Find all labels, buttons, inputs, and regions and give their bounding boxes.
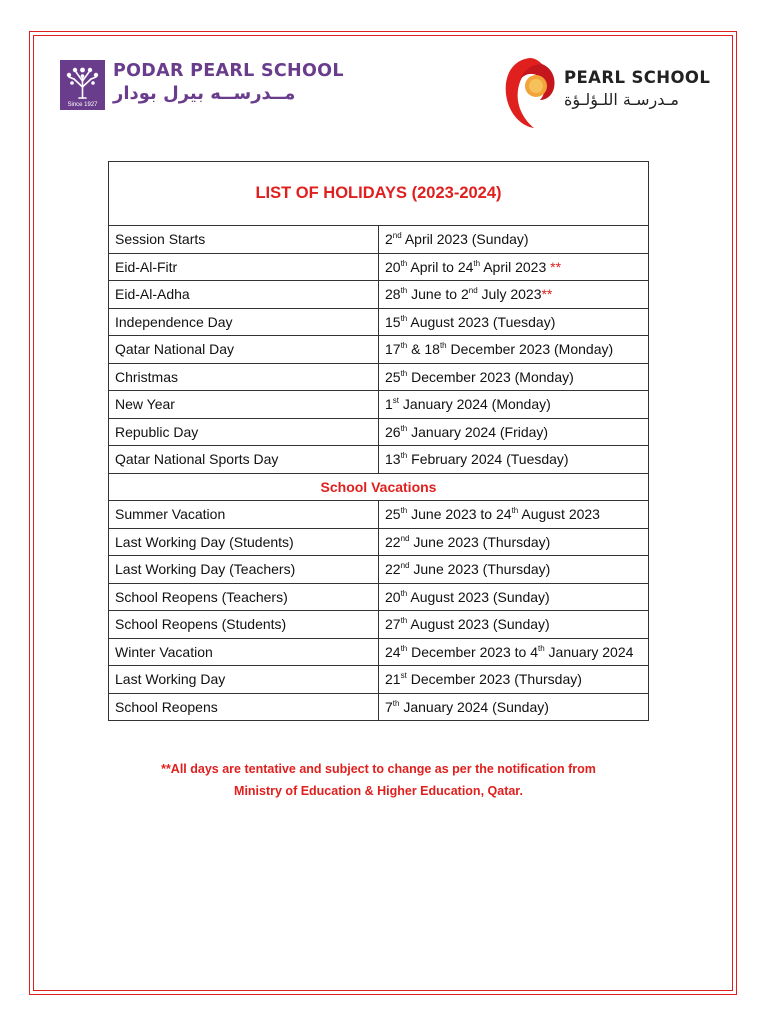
section-row xyxy=(109,473,649,501)
ordinal-suffix: th xyxy=(400,368,408,378)
school-vacations-heading: School Vacations xyxy=(109,473,649,501)
ordinal-suffix: th xyxy=(400,643,408,653)
date-text: April 2023 xyxy=(480,258,551,275)
title-row xyxy=(109,162,649,226)
event-name-cell: New Year xyxy=(109,391,379,419)
table-row xyxy=(109,418,649,446)
table-title: LIST OF HOLIDAYS (2023-2024) xyxy=(109,162,649,226)
event-date-cell xyxy=(379,363,649,391)
date-text: January 2024 (Friday) xyxy=(407,423,549,440)
date-text: January 2024 (Monday) xyxy=(399,396,551,413)
event-name-cell: School Reopens (Students) xyxy=(109,611,379,639)
event-date-cell xyxy=(379,418,649,446)
event-date-cell xyxy=(379,226,649,254)
event-date-cell xyxy=(379,308,649,336)
ordinal-suffix: nd xyxy=(400,561,410,571)
event-date-cell xyxy=(379,638,649,666)
ordinal-suffix: nd xyxy=(400,533,410,543)
table-row xyxy=(109,583,649,611)
table-row xyxy=(109,281,649,309)
tree-emblem-icon xyxy=(60,60,105,110)
event-date-cell xyxy=(379,556,649,584)
event-date-cell xyxy=(379,501,649,529)
date-text: 20 xyxy=(385,588,401,605)
tentative-marker: ** xyxy=(541,286,553,303)
event-date-cell xyxy=(379,336,649,364)
event-name-cell: Eid-Al-Adha xyxy=(109,281,379,309)
date-text: 24 xyxy=(385,643,401,660)
date-text: June to 2 xyxy=(407,286,469,303)
note-line-2: Ministry of Education & Higher Education, Qatar. xyxy=(234,784,523,798)
date-text: April 2023 (Sunday) xyxy=(401,231,529,248)
table-row xyxy=(109,693,649,721)
event-date-cell xyxy=(379,391,649,419)
podar-school-name-en: PODAR PEARL SCHOOL xyxy=(113,61,344,81)
date-text: August 2023 (Sunday) xyxy=(407,616,550,633)
pearl-school-name-en: PEARL SCHOOL xyxy=(564,67,711,87)
date-text: 17 xyxy=(385,341,401,358)
event-name-cell: Independence Day xyxy=(109,308,379,336)
date-text: 2 xyxy=(385,231,393,248)
event-date-cell xyxy=(379,583,649,611)
ordinal-suffix: st xyxy=(392,396,400,406)
event-date-cell xyxy=(379,666,649,694)
date-text: 15 xyxy=(385,313,401,330)
date-text: April to 24 xyxy=(407,258,474,275)
podar-pearl-logo xyxy=(60,60,344,110)
date-text: 22 xyxy=(385,533,401,550)
date-text: 13 xyxy=(385,451,401,468)
event-name-cell: Qatar National Day xyxy=(109,336,379,364)
event-name-cell: Republic Day xyxy=(109,418,379,446)
ordinal-suffix: th xyxy=(400,506,408,516)
table-row xyxy=(109,666,649,694)
date-text: 1 xyxy=(385,396,393,413)
ordinal-suffix: th xyxy=(511,506,519,516)
ordinal-suffix: th xyxy=(400,258,408,268)
date-text: December 2023 (Monday) xyxy=(407,368,574,385)
table-row xyxy=(109,501,649,529)
event-date-cell xyxy=(379,253,649,281)
ordinal-suffix: nd xyxy=(392,231,402,241)
ordinal-suffix: th xyxy=(400,616,408,626)
date-text: & 18 xyxy=(407,341,440,358)
ordinal-suffix: th xyxy=(400,286,408,296)
table-row xyxy=(109,336,649,364)
note-line-1: **All days are tentative and subject to change as per the notification from xyxy=(161,762,596,776)
ordinal-suffix: th xyxy=(538,643,545,653)
event-name-cell: Last Working Day xyxy=(109,666,379,694)
ordinal-suffix: th xyxy=(400,588,408,598)
ordinal-suffix: th xyxy=(392,698,400,708)
ordinal-suffix: th xyxy=(400,451,408,461)
table-row xyxy=(109,308,649,336)
tentative-marker: ** xyxy=(550,258,562,275)
date-text: 22 xyxy=(385,561,401,578)
pearl-emblem-icon xyxy=(502,56,558,130)
date-text: 28 xyxy=(385,286,401,303)
event-date-cell xyxy=(379,693,649,721)
date-text: 27 xyxy=(385,616,401,633)
ordinal-suffix: th xyxy=(439,341,447,351)
tentative-note xyxy=(108,758,649,802)
event-name-cell: Eid-Al-Fitr xyxy=(109,253,379,281)
date-text: June 2023 (Thursday) xyxy=(409,533,551,550)
date-text: August 2023 xyxy=(518,506,600,523)
table-row xyxy=(109,391,649,419)
event-name-cell: Session Starts xyxy=(109,226,379,254)
date-text: 21 xyxy=(385,671,401,688)
event-name-cell: Winter Vacation xyxy=(109,638,379,666)
event-name-cell: Christmas xyxy=(109,363,379,391)
date-text: June 2023 (Thursday) xyxy=(409,561,551,578)
date-text: 25 xyxy=(385,368,401,385)
event-date-cell xyxy=(379,528,649,556)
ordinal-suffix: th xyxy=(400,423,408,433)
date-text: 20 xyxy=(385,258,401,275)
table-row xyxy=(109,638,649,666)
date-text: August 2023 (Tuesday) xyxy=(407,313,556,330)
date-text: December 2023 (Thursday) xyxy=(406,671,582,688)
date-text: 7 xyxy=(385,698,393,715)
pearl-school-name-ar: مـدرسـة اللـؤلـؤة xyxy=(564,89,679,109)
date-text: 25 xyxy=(385,506,401,523)
ordinal-suffix: th xyxy=(473,258,481,268)
event-name-cell: School Reopens xyxy=(109,693,379,721)
table-row xyxy=(109,253,649,281)
ordinal-suffix: nd xyxy=(468,286,478,296)
event-name-cell: Summer Vacation xyxy=(109,501,379,529)
event-name-cell: Last Working Day (Teachers) xyxy=(109,556,379,584)
pearl-school-logo xyxy=(502,55,710,130)
ordinal-suffix: th xyxy=(400,341,408,351)
date-text: 26 xyxy=(385,423,401,440)
holiday-table xyxy=(108,161,649,721)
since-label: Since 1927 xyxy=(67,102,98,108)
event-name-cell: Qatar National Sports Day xyxy=(109,446,379,474)
ordinal-suffix: th xyxy=(400,313,408,323)
date-text: July 2023 xyxy=(477,286,542,303)
date-text: June 2023 to 24 xyxy=(407,506,512,523)
date-text: December 2023 (Monday) xyxy=(446,341,614,358)
event-date-cell xyxy=(379,611,649,639)
event-date-cell xyxy=(379,446,649,474)
date-text: December 2023 to 4 xyxy=(407,643,538,660)
ordinal-suffix: st xyxy=(400,671,407,681)
date-text: August 2023 (Sunday) xyxy=(407,588,550,605)
table-row xyxy=(109,446,649,474)
table-row xyxy=(109,226,649,254)
table-row xyxy=(109,556,649,584)
date-text: January 2024 (Sunday) xyxy=(399,698,549,715)
table-row xyxy=(109,363,649,391)
event-name-cell: Last Working Day (Students) xyxy=(109,528,379,556)
podar-school-name-ar: مــدرســه بيرل بودار xyxy=(113,83,296,104)
date-text: February 2024 (Tuesday) xyxy=(407,451,569,468)
event-date-cell xyxy=(379,281,649,309)
table-row xyxy=(109,528,649,556)
date-text: January 2024 xyxy=(544,643,634,660)
table-row xyxy=(109,611,649,639)
event-name-cell: School Reopens (Teachers) xyxy=(109,583,379,611)
